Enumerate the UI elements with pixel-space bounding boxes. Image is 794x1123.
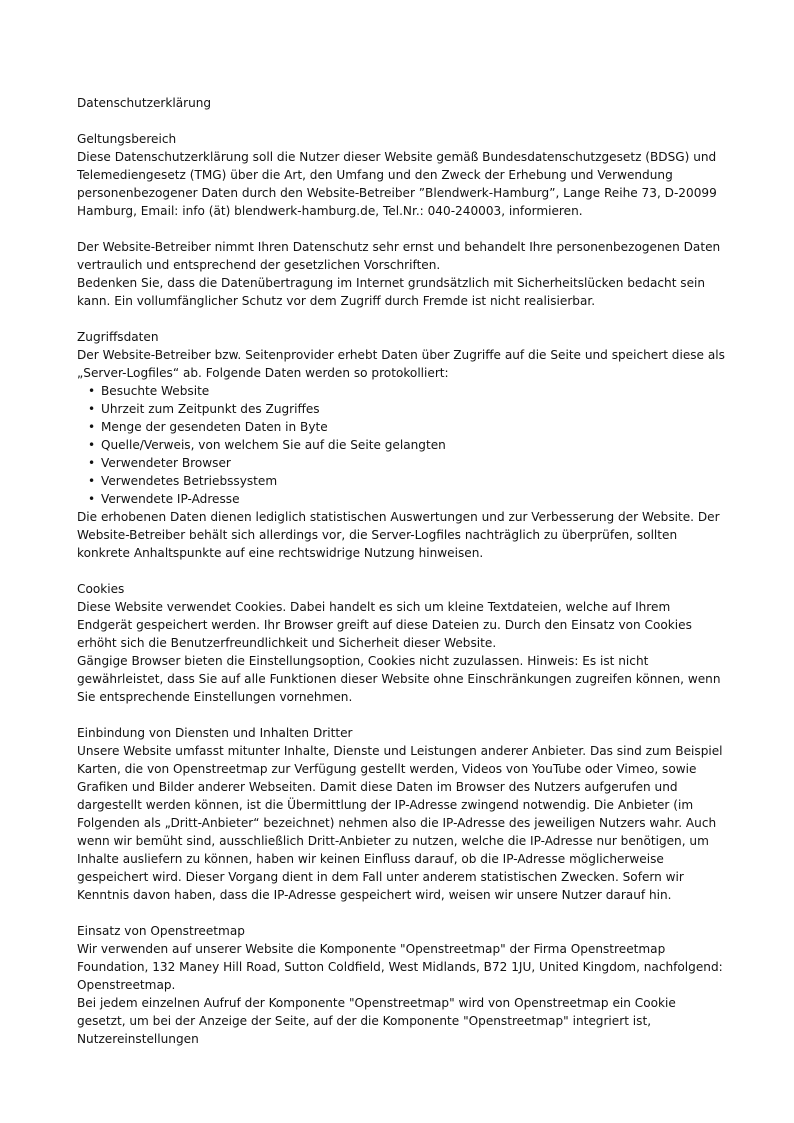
- section-cookies: [77, 580, 727, 706]
- paragraph: Die erhobenen Daten dienen lediglich statistischen Auswertungen und zur Verbesserung der Website. Der Website-Betreiber behält sich allerdings vor, die Server-Logfiles nachträglich zu überprüfen, sollten konkrete Anhaltspunkte auf eine rechtswidrige Nutzung hinweisen.: [77, 510, 720, 560]
- document-title: Datenschutzerklärung: [77, 96, 212, 110]
- document-page: [77, 94, 727, 1066]
- section-heading: Geltungsbereich: [77, 132, 177, 146]
- paragraph: Bei jedem einzelnen Aufruf der Komponente "Openstreetmap" wird von Openstreetmap ein Cookie gesetzt, um bei der Anzeige der Seite, auf der die Komponente "Openstreetmap" integriert ist, Nutzereinstellungen: [77, 996, 676, 1046]
- list-item: • Verwendete IP-Adresse: [77, 490, 727, 508]
- paragraph: Der Website-Betreiber nimmt Ihren Datenschutz sehr ernst und behandelt Ihre personenbezogenen Daten vertraulich und entsprechend der gesetzlichen Vorschriften.: [77, 240, 721, 272]
- logged-data-list: [77, 382, 727, 508]
- paragraph: Bedenken Sie, dass die Datenübertragung im Internet grundsätzlich mit Sicherheitslücken bedacht sein kann. Ein vollumfänglicher Schutz vor dem Zugriff durch Fremde ist nicht realisierbar.: [77, 276, 706, 308]
- paragraph: Unsere Website umfasst mitunter Inhalte, Dienste und Leistungen anderer Anbieter. Das sind zum Beispiel Karten, die von Openstreetmap zur Verfügung gestellt werden, Videos von YouTube oder Vimeo, sowie Grafiken und Bilder anderer Webseiten. Damit diese Daten im Browser des Nutzers aufgerufen und dargestellt werden können, ist die Übermittlung der IP-Adresse zwingend notwendig. Die Anbieter (im Folgenden als „Dritt-Anbieter“ bezeichnet) nehmen also die IP-Adresse des jeweiligen Nutzers wahr. Auch wenn wir bemüht sind, ausschließlich Dritt-Anbieter zu nutzen, welche die IP-Adresse nur benötigen, um Inhalte ausliefern zu können, haben wir keinen Einfluss darauf, ob die IP-Adresse möglicherweise gespeichert wird. Dieser Vorgang dient in dem Fall unter anderem statistischen Zwecken. Sofern wir Kenntnis davon haben, dass die IP-Adresse gespeichert wird, weisen wir unsere Nutzer darauf hin.: [77, 744, 723, 902]
- section-heading: Cookies: [77, 582, 125, 596]
- section-heading: Einsatz von Openstreetmap: [77, 924, 245, 938]
- list-item: • Menge der gesendeten Daten in Byte: [77, 418, 727, 436]
- list-item: • Verwendetes Betriebssystem: [77, 472, 727, 490]
- section-openstreetmap: [77, 922, 727, 1048]
- section-heading: Zugriffsdaten: [77, 330, 159, 344]
- section-dritter: [77, 724, 727, 904]
- section-geltungsbereich: [77, 130, 727, 310]
- paragraph: Der Website-Betreiber bzw. Seitenprovider erhebt Daten über Zugriffe auf die Seite und speichert diese als „Server-Logfiles“ ab. Folgende Daten werden so protokolliert:: [77, 348, 725, 380]
- paragraph: Wir verwenden auf unserer Website die Komponente "Openstreetmap" der Firma Openstreetmap Foundation, 132 Maney Hill Road, Sutton Coldfield, West Midlands, B72 1JU, United Kingdom, nachfolgend: Openstreetmap.: [77, 942, 723, 992]
- list-item: • Uhrzeit zum Zeitpunkt des Zugriffes: [77, 400, 727, 418]
- paragraph: Gängige Browser bieten die Einstellungsoption, Cookies nicht zuzulassen. Hinweis: Es ist nicht gewährleistet, dass Sie auf alle Funktionen dieser Website ohne Einschränkungen zugreifen können, wenn Sie entsprechende Einstellungen vornehmen.: [77, 654, 721, 704]
- section-heading: Einbindung von Diensten und Inhalten Dritter: [77, 726, 353, 740]
- list-item: • Quelle/Verweis, von welchem Sie auf die Seite gelangten: [77, 436, 727, 454]
- list-item: • Besuchte Website: [77, 382, 727, 400]
- list-item: • Verwendeter Browser: [77, 454, 727, 472]
- paragraph: Diese Website verwendet Cookies. Dabei handelt es sich um kleine Textdateien, welche auf Ihrem Endgerät gespeichert werden. Ihr Browser greift auf diese Dateien zu. Durch den Einsatz von Cookies erhöht sich die Benutzerfreundlichkeit und Sicherheit dieser Website.: [77, 600, 692, 650]
- paragraph: Diese Datenschutzerklärung soll die Nutzer dieser Website gemäß Bundesdatenschutzgesetz (BDSG) und Telemediengesetz (TMG) über die Art, den Umfang und den Zweck der Erhebung und Verwendung personenbezogener Daten durch den Website-Betreiber ”Blendwerk-Hamburg”, Lange Reihe 73, D-20099 Hamburg, Email: info (ät) blendwerk-hamburg.de, Tel.Nr.: 040-240003, informieren.: [77, 150, 717, 218]
- section-zugriffsdaten: [77, 328, 727, 562]
